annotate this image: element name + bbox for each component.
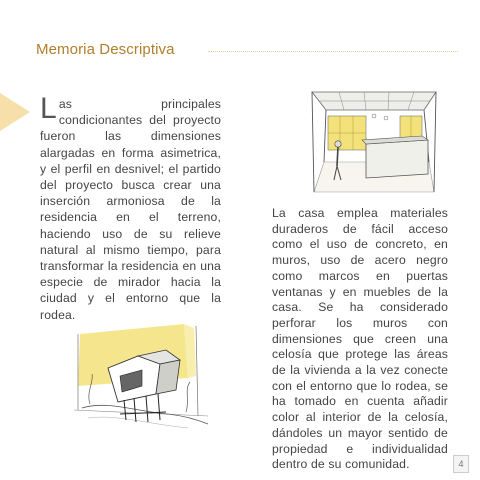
page-title: Memoria Descriptiva — [36, 41, 175, 58]
header-divider — [208, 51, 458, 52]
page-number: 4 — [453, 455, 469, 473]
triangle-marker-icon — [0, 93, 30, 131]
intro-text: as principales condicionantes del proyecto fueron las dimensiones alargadas en forma asimetrica, y el perfil en desnivel; el partido del proyecto busca crear una inserción armoniosa de la residencia en el terreno, haciendo uso de su relieve natural al mismo tiempo, para transformar la residencia en una especie de mirador hacia la ciudad y el entorno que la rodea. — [40, 97, 221, 322]
interior-sketch-image — [304, 82, 444, 198]
exterior-sketch-image — [68, 320, 216, 444]
materials-paragraph: La casa emplea materiales duraderos de fácil acceso como el uso de concreto, en muros, uso de acero negro como marcos en puertas ventanas y en muebles de la casa. Se ha considerado perforar los muros con dimensiones que creen una celosía que protege las áreas de la vivienda a la vez conecte con el entorno que lo rodea, se ha tomado en cuenta añadir color al interior de la celosía, dándoles un mayor sentido de propiedad e individualidad dentro de su comunidad. — [272, 206, 448, 472]
drop-cap: L — [40, 92, 57, 125]
intro-paragraph — [40, 92, 221, 323]
